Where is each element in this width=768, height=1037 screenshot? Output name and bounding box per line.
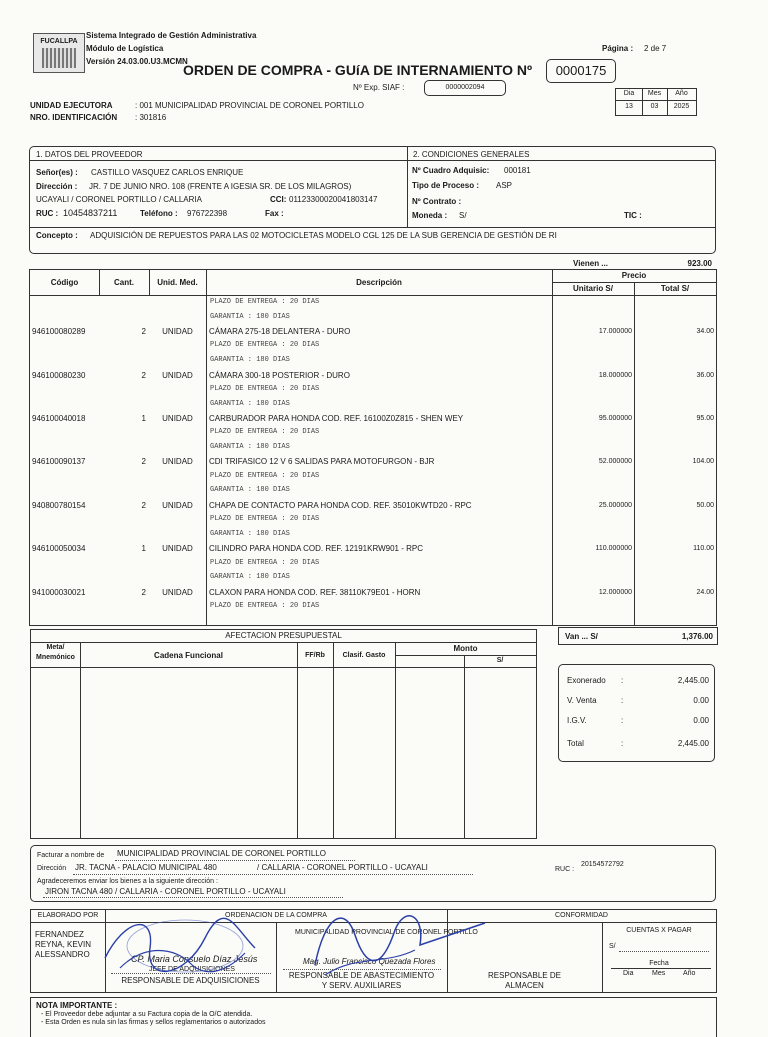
- provider-city: UCAYALI / CORONEL PORTILLO / CALLARIA: [36, 195, 202, 204]
- page-label: Página :: [602, 44, 634, 53]
- provider-section-title: 1. DATOS DEL PROVEEDOR: [36, 150, 143, 159]
- plazo-line: PLAZO DE ENTREGA : 20 DIAS: [210, 472, 320, 480]
- colon: :: [621, 716, 624, 725]
- garantia-line: GARANTIA : 180 DIAS: [210, 443, 290, 451]
- items-table: [29, 269, 717, 626]
- system-name: Sistema Integrado de Gestión Administrativa: [86, 31, 257, 40]
- notes-line: - El Proveedor debe adjuntar a su Factura copia de la O/C atendida.: [41, 1011, 253, 1018]
- row-unitario: 18.000000: [598, 372, 632, 379]
- facturar-label: Facturar a nombre de: [37, 852, 105, 859]
- concepto-label: Concepto :: [36, 231, 78, 240]
- row-total: 95.00: [696, 415, 714, 422]
- col-ffrb: FF/Rb: [305, 652, 325, 659]
- table-row: [30, 588, 716, 600]
- row-total: 50.00: [696, 502, 714, 509]
- colon: :: [621, 676, 624, 685]
- cuadro-label: Nº Cuadro Adquisic:: [412, 166, 490, 175]
- unidad-value: : 001 MUNICIPALIDAD PROVINCIAL DE CORONEL PORTILLO: [135, 101, 364, 110]
- table-row: [30, 544, 716, 556]
- garantia-line: GARANTIA : 180 DIAS: [210, 400, 290, 408]
- row-unid: UNIDAD: [162, 588, 193, 597]
- row-cant: 2: [141, 501, 146, 510]
- senor-label: Señor(es) :: [36, 168, 78, 177]
- col-cadena: Cadena Funcional: [154, 651, 223, 660]
- col-unid: Unid. Med.: [157, 278, 198, 287]
- fecha-dia: Dia: [623, 970, 634, 977]
- billing-box: [30, 845, 716, 902]
- van-box: [558, 627, 718, 645]
- resp-abastecimiento-2: Y SERV. AUXILIARES: [321, 981, 402, 990]
- conformidad-title: CONFORMIDAD: [555, 912, 608, 919]
- igv-value: 0.00: [693, 716, 709, 725]
- total-label: Total: [567, 739, 584, 748]
- page-value: 2 de 7: [644, 44, 667, 53]
- date-year-label: Año: [675, 90, 688, 97]
- telefono-value: 976722398: [187, 209, 228, 218]
- row-codigo: 946100090137: [32, 457, 86, 466]
- col-descripcion: Descripción: [356, 278, 402, 287]
- facturar-value: MUNICIPALIDAD PROVINCIAL DE CORONEL PORTILLO: [117, 849, 326, 858]
- row-codigo: 941000030021: [32, 588, 86, 597]
- billing-direccion-value: JR. TACNA - PALACIO MUNICIPAL 480: [75, 863, 217, 872]
- elaborado-name: ALESSANDRO: [35, 950, 90, 959]
- logo-text: FUCALLPA: [40, 38, 78, 45]
- table-row: [30, 501, 716, 513]
- row-unid: UNIDAD: [162, 414, 193, 423]
- row-desc: CDI TRIFASICO 12 V 6 SALIDAS PARA MOTOFURGON - BJR: [209, 457, 435, 466]
- table-row: [30, 414, 716, 426]
- col-meta: Meta/: [46, 644, 65, 651]
- cuadro-value: 000181: [504, 166, 531, 175]
- fecha-anio: Año: [683, 970, 696, 977]
- igv-label: I.G.V.: [567, 716, 587, 725]
- row-unid: UNIDAD: [162, 501, 193, 510]
- moneda-value: S/: [459, 211, 467, 220]
- row-codigo: 946100050034: [32, 544, 86, 553]
- vienen-label: Vienen ...: [573, 259, 608, 268]
- cuentas-pagar: CUENTAS X PAGAR: [626, 927, 692, 934]
- resp-adquisiciones: RESPONSABLE DE ADQUISICIONES: [121, 976, 260, 985]
- row-unid: UNIDAD: [162, 544, 193, 553]
- row-desc: CARBURADOR PARA HONDA COD. REF. 16100Z0Z815 - SHEN WEY: [209, 414, 464, 423]
- plazo-line: PLAZO DE ENTREGA : 20 DIAS: [210, 385, 320, 393]
- plazo-line: PLAZO DE ENTREGA : 20 DIAS: [210, 559, 320, 567]
- elaborado-name: FERNANDEZ: [35, 930, 84, 939]
- signature-adquisiciones: [95, 908, 265, 988]
- garantia-line: GARANTIA : 180 DIAS: [210, 573, 290, 581]
- elaborado-name: REYNA, KEVIN: [35, 940, 92, 949]
- budget-title: AFECTACION PRESUPUESTAL: [225, 631, 342, 640]
- row-cant: 2: [141, 327, 146, 336]
- tipo-proceso-label: Tipo de Proceso :: [412, 181, 479, 190]
- row-unid: UNIDAD: [162, 327, 193, 336]
- plazo-line: PLAZO DE ENTREGA : 20 DIAS: [210, 515, 320, 523]
- plazo-line: PLAZO DE ENTREGA : 20 DIAS: [210, 602, 320, 610]
- garantia-line: GARANTIA : 180 DIAS: [210, 486, 290, 494]
- row-unid: UNIDAD: [162, 371, 193, 380]
- row-unitario: 25.000000: [598, 502, 632, 509]
- billing-direccion-value2: / CALLARIA - CORONEL PORTILLO - UCAYALI: [257, 863, 428, 872]
- nro-label: NRO. IDENTIFICACIÓN: [30, 113, 118, 122]
- ruc-value: 10454837211: [63, 208, 118, 218]
- cci-label: CCI:: [270, 195, 287, 204]
- notes-box: [30, 997, 717, 1037]
- col-soles: S/: [496, 657, 504, 664]
- col-codigo: Código: [50, 278, 79, 287]
- garantia-line: GARANTIA : 180 DIAS: [210, 530, 290, 538]
- row-desc: CÁMARA 300-18 POSTERIOR - DURO: [209, 371, 350, 380]
- stamp-adquisiciones-role: JEFE DE ADQUISICIONES: [149, 966, 235, 973]
- exonerado-label: Exonerado: [567, 676, 606, 685]
- total-value: 2,445.00: [677, 739, 709, 748]
- col-total: Total S/: [660, 284, 690, 293]
- direccion-value: JR. 7 DE JUNIO NRO. 108 (FRENTE A IGESIA SR. DE LOS MILAGROS): [89, 182, 352, 191]
- plazo-line: PLAZO DE ENTREGA : 20 DIAS: [210, 428, 320, 436]
- document-title: ORDEN DE COMPRA - GUíA DE INTERNAMIENTO Nº: [183, 62, 533, 78]
- row-codigo: 940800780154: [32, 501, 86, 510]
- tic-label: TIC :: [624, 211, 642, 220]
- date-year: 2025: [673, 103, 690, 110]
- document-number: 0000175: [546, 59, 616, 83]
- date-day-label: Dia: [623, 90, 635, 97]
- row-total: 110.00: [693, 545, 714, 552]
- date-month-label: Mes: [647, 90, 662, 97]
- col-cant: Cant.: [114, 278, 134, 287]
- garantia-line: GARANTIA : 180 DIAS: [210, 356, 290, 364]
- fecha-mes: Mes: [652, 970, 666, 977]
- cci-value: 01123300020041803147: [289, 195, 378, 204]
- moneda-label: Moneda :: [412, 211, 448, 220]
- billing-ruc-value: 20154572792: [581, 861, 624, 868]
- module-name: Módulo de Logística: [86, 44, 164, 53]
- col-clasif: Clasif. Gasto: [342, 652, 386, 659]
- tipo-proceso-value: ASP: [496, 181, 513, 190]
- row-total: 34.00: [696, 328, 714, 335]
- siaf-number: 0000002094: [424, 80, 506, 96]
- van-label: Van ... S/: [565, 632, 598, 641]
- table-row: [30, 327, 716, 339]
- row-cant: 2: [141, 457, 146, 466]
- resp-almacen-2: ALMACEN: [505, 981, 544, 990]
- budget-table: [30, 629, 537, 839]
- conditions-section-title: 2. CONDICIONES GENERALES: [413, 150, 530, 159]
- row-total: 104.00: [692, 458, 714, 465]
- billing-ruc-label: RUC :: [555, 866, 575, 873]
- exonerado-value: 2,445.00: [677, 676, 709, 685]
- row-desc: CÁMARA 275-18 DELANTERA - DURO: [209, 327, 351, 336]
- date-day: 13: [625, 103, 633, 110]
- date-month: 03: [650, 103, 659, 110]
- row-total: 36.00: [696, 372, 714, 379]
- provider-section: [29, 146, 716, 254]
- unidad-label: UNIDAD EJECUTORA: [30, 101, 113, 110]
- contrato-label: Nº Contrato :: [412, 197, 462, 206]
- row-desc: CILINDRO PARA HONDA COD. REF. 12191KRW901 - RPC: [209, 544, 423, 553]
- col-mnemonico: Mnemónico: [36, 654, 75, 661]
- van-value: 1,376.00: [681, 632, 713, 641]
- fax-label: Fax :: [265, 209, 284, 218]
- version-text: Versión 24.03.00.U3.MCMN: [86, 57, 188, 66]
- vienen-value: 923.00: [687, 259, 712, 268]
- row-unitario: 110.000000: [595, 545, 632, 552]
- elaborado-title: ELABORADO POR: [37, 912, 99, 919]
- row-cant: 1: [141, 414, 146, 423]
- row-unid: UNIDAD: [162, 457, 193, 466]
- billing-direccion-label: Dirección: [37, 865, 67, 872]
- envio-label: Agradeceremos enviar los bienes a la siguiente dirección :: [37, 878, 218, 885]
- stamp-adquisiciones-name: CP. Maria Consuelo Díaz Jesús: [131, 954, 258, 964]
- row-codigo: 946100080230: [32, 371, 86, 380]
- venta-value: 0.00: [693, 696, 709, 705]
- notes-title: NOTA IMPORTANTE :: [36, 1001, 118, 1010]
- logo: [33, 33, 85, 73]
- row-desc: CLAXON PARA HONDA COD. REF. 38110K79E01 - HORN: [209, 588, 421, 597]
- row-cant: 2: [141, 371, 146, 380]
- garantia-line: GARANTIA : 180 DIAS: [210, 313, 290, 321]
- colon: :: [621, 739, 624, 748]
- notes-line: - Esta Orden es nula sin las firmas y sellos reglamentarios o autorizados: [41, 1019, 266, 1026]
- row-codigo: 946100040018: [32, 414, 86, 423]
- row-unitario: 12.000000: [598, 589, 632, 596]
- row-codigo: 946100080289: [32, 327, 86, 336]
- direccion-label: Dirección :: [36, 182, 78, 191]
- stamp-abastecimiento-org: MUNICIPALIDAD PROVINCIAL DE CORONEL PORTILLO: [295, 929, 478, 936]
- table-row: [30, 457, 716, 469]
- row-cant: 2: [141, 588, 146, 597]
- resp-abastecimiento: RESPONSABLE DE ABASTECIMIENTO: [288, 971, 435, 980]
- row-unitario: 52.000000: [598, 458, 632, 465]
- nro-value: : 301816: [135, 113, 167, 122]
- row-unitario: 95.000000: [598, 415, 632, 422]
- col-monto: Monto: [453, 644, 478, 653]
- signature-abastecimiento: [285, 895, 495, 990]
- totals-box: [558, 664, 715, 762]
- concepto-value: ADQUISICIÓN DE REPUESTOS PARA LAS 02 MOTOCICLETAS MODELO CGL 125 DE LA SUB GERENCIA DE GESTIÓN DE RI: [90, 231, 557, 240]
- venta-label: V. Venta: [567, 696, 597, 705]
- ruc-label: RUC :: [36, 209, 59, 218]
- envio-value: JIRON TACNA 480 / CALLARIA - CORONEL PORTILLO - UCAYALI: [45, 887, 286, 896]
- row-total: 24.00: [696, 589, 714, 596]
- stamp-abastecimiento-name: Mag. Julio Francisco Quezada Flores: [303, 957, 436, 966]
- row-unitario: 17.000000: [598, 328, 632, 335]
- row-cant: 1: [141, 544, 146, 553]
- row-desc: CHAPA DE CONTACTO PARA HONDA COD. REF. 35010KWTD20 - RPC: [209, 501, 472, 510]
- col-precio: Precio: [621, 271, 647, 280]
- ordenacion-title: ORDENACION DE LA COMPRA: [225, 912, 327, 919]
- cuentas-soles: S/: [609, 943, 616, 950]
- table-row: [30, 371, 716, 383]
- plazo-line: PLAZO DE ENTREGA : 20 DIAS: [210, 298, 320, 306]
- fecha-label: Fecha: [649, 960, 669, 967]
- siaf-label: Nº Exp. SIAF :: [353, 83, 405, 92]
- col-unitario: Unitario S/: [572, 284, 613, 293]
- date-box: [615, 88, 697, 116]
- colon: :: [621, 696, 624, 705]
- plazo-line: PLAZO DE ENTREGA : 20 DIAS: [210, 341, 320, 349]
- resp-almacen: RESPONSABLE DE: [488, 971, 561, 980]
- telefono-label: Teléfono :: [140, 209, 178, 218]
- senor-value: CASTILLO VASQUEZ CARLOS ENRIQUE: [91, 168, 244, 177]
